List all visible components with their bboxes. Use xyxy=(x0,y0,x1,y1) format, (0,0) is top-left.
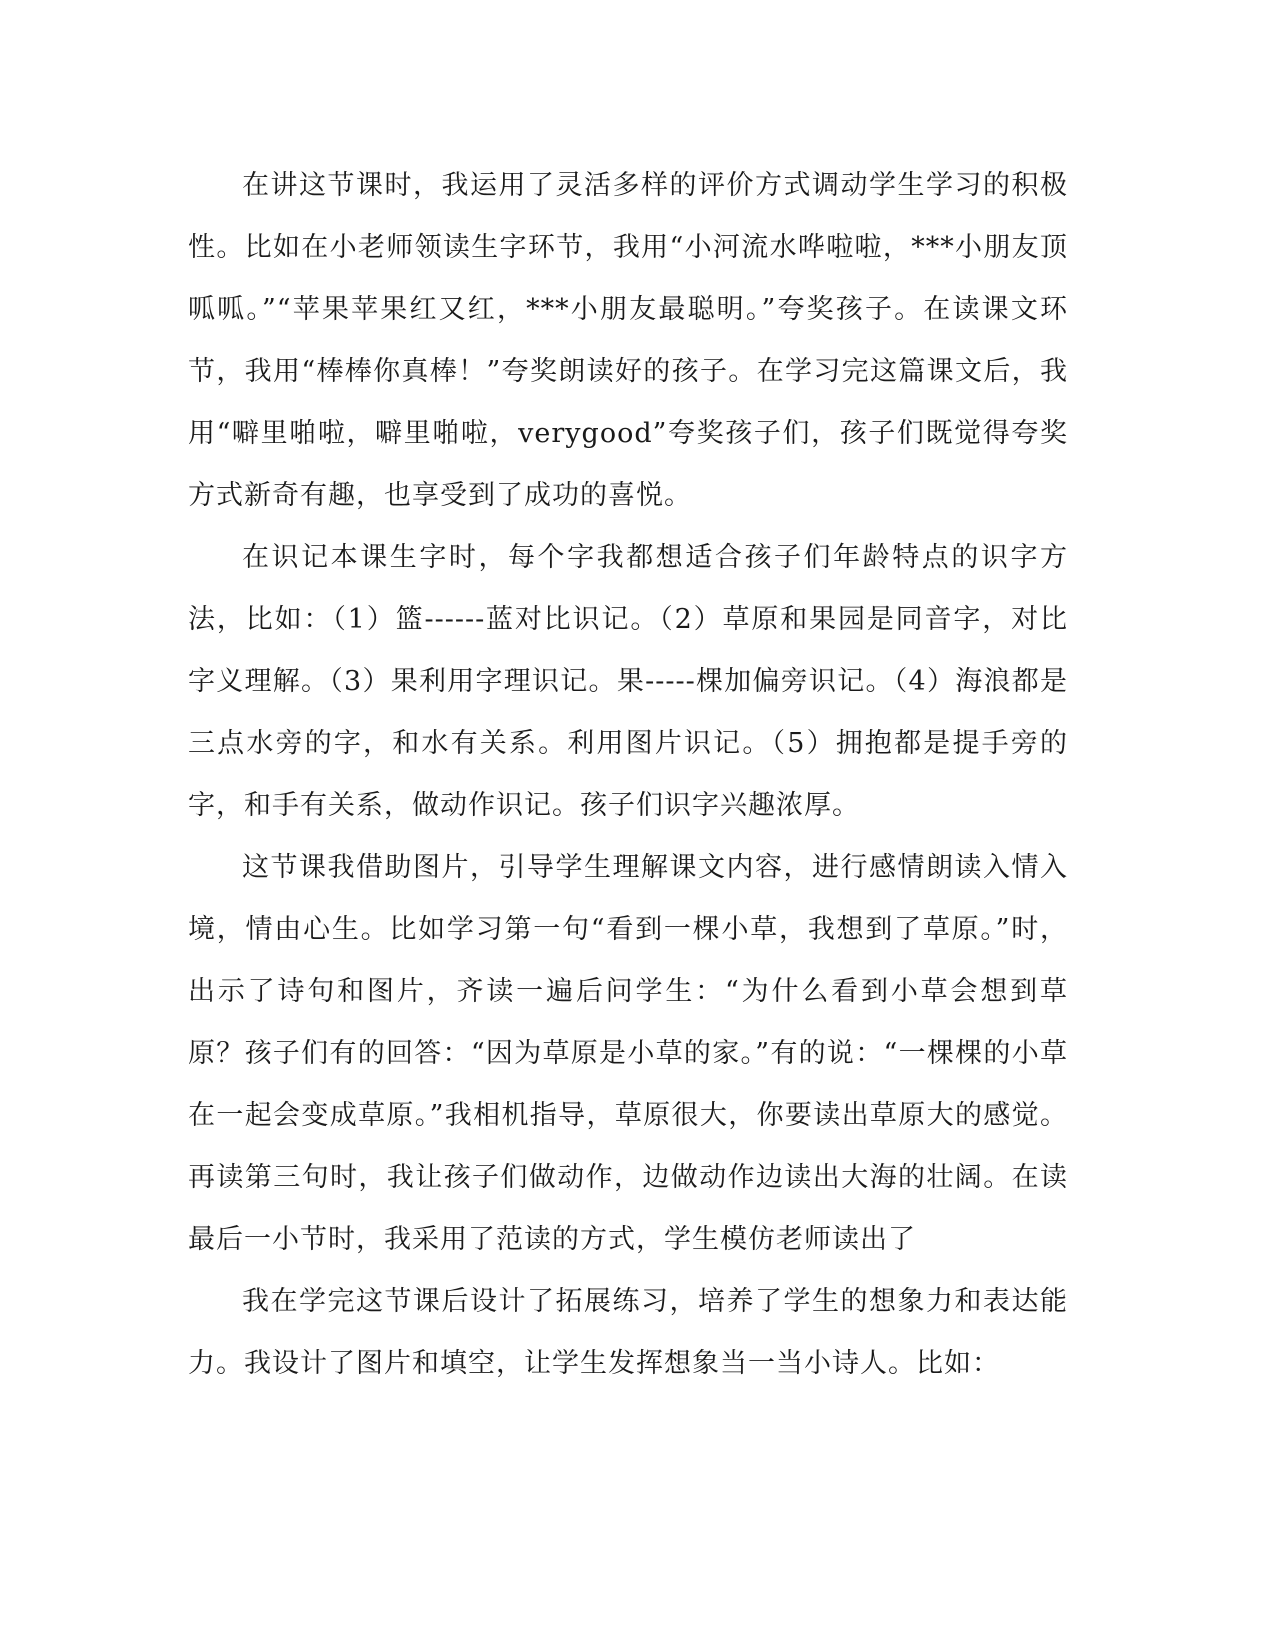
paragraph-extension-exercise: 我在学完这节课后设计了拓展练习，培养了学生的想象力和表达能力。我设计了图片和填空，让学生发挥想象当一当小诗人。比如： xyxy=(188,1286,1068,1379)
paragraph-picture-reading: 这节课我借助图片，引导学生理解课文内容，进行感情朗读入情入境，情由心生。比如学习第一句“看到一棵小草，我想到了草原。”时，出示了诗句和图片，齐读一遍后问学生：“为什么看到小草会想到草原？孩子们有的回答：“因为草原是小草的家。”有的说：“一棵棵的小草在一起会变成草原。”我相机指导，草原很大，你要读出草原大的感觉。再读第三句时，我让孩子们做动作，边做动作边读出大海的壮阔。在读最后一小节时，我采用了范读的方式，学生模仿老师读出了 xyxy=(188,852,1068,1255)
paragraph-character-recognition: 在识记本课生字时，每个字我都想适合孩子们年龄特点的识字方法，比如：（1）篮------蓝对比识记。（2）草原和果园是同音字，对比字义理解。（3）果利用字理识记。果-----棵加偏旁识记。（4）海浪都是三点水旁的字，和水有关系。利用图片识记。（5）拥抱都是提手旁的字，和手有关系，做动作识记。孩子们识字兴趣浓厚。 xyxy=(188,542,1068,821)
paragraph-evaluation-methods: 在讲这节课时，我运用了灵活多样的评价方式调动学生学习的积极性。比如在小老师领读生字环节，我用“小河流水哗啦啦，***小朋友顶呱呱。”“苹果苹果红又红，***小朋友最聪明。”夸奖孩子。在读课文环节，我用“棒棒你真棒！”夸奖朗读好的孩子。在学习完这篇课文后，我用“噼里啪啦，噼里啪啦，verygood”夸奖孩子们，孩子们既觉得夸奖方式新奇有趣，也享受到了成功的喜悦。 xyxy=(188,170,1068,511)
document-body xyxy=(188,155,1068,1395)
